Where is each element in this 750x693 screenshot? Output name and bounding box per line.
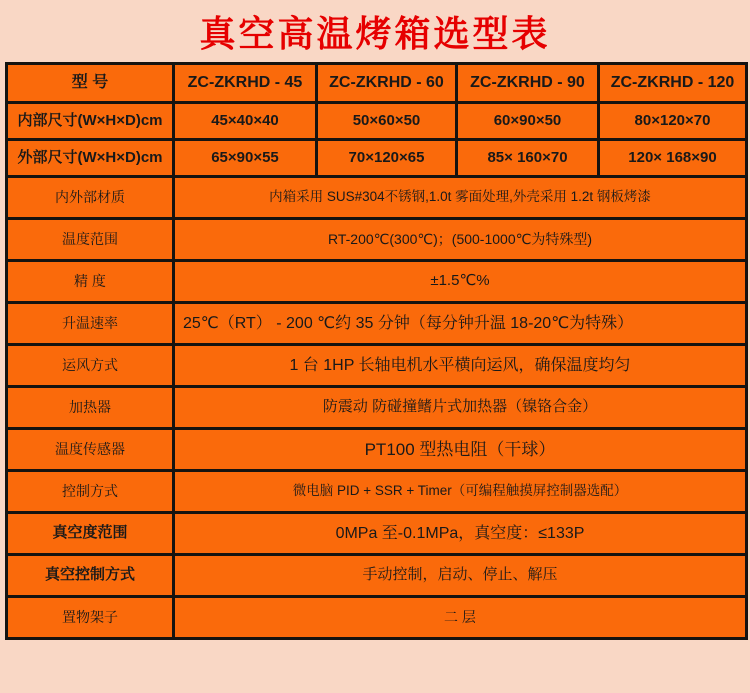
title-bar — [0, 0, 750, 62]
inner-size-value: 60×90×50 — [457, 103, 599, 140]
spec-row-material — [7, 177, 747, 219]
spec-table — [5, 62, 748, 640]
outer-size-value: 120× 168×90 — [599, 140, 747, 177]
row-label-material: 内外部材质 — [7, 177, 174, 219]
spec-row-vacuum-control — [7, 555, 747, 597]
spec-value-vacuum-control: 手动控制，启动、停止、解压 — [174, 555, 747, 597]
spec-row-temp-range — [7, 219, 747, 261]
row-label-vacuum-range: 真空度范围 — [7, 513, 174, 555]
spec-row-temp-sensor — [7, 429, 747, 471]
row-label-heater: 加热器 — [7, 387, 174, 429]
model-name: ZC-ZKRHD - 90 — [457, 64, 599, 103]
model-name: ZC-ZKRHD - 45 — [174, 64, 317, 103]
spec-value-material: 内箱采用 SUS#304不锈钢,1.0t 雾面处理,外壳采用 1.2t 钢板烤漆 — [174, 177, 747, 219]
row-label-temp-range: 温度范围 — [7, 219, 174, 261]
spec-value-vacuum-range: 0MPa 至-0.1MPa，真空度：≤133P — [174, 513, 747, 555]
row-label-inner-size: 内部尺寸(W×H×D)cm — [7, 103, 174, 140]
spec-value-temp-range: RT-200℃(300℃)；(500-1000℃为特殊型) — [174, 219, 747, 261]
spec-row-control-method — [7, 471, 747, 513]
spec-value-shelves: 二 层 — [174, 597, 747, 639]
row-label-control-method: 控制方式 — [7, 471, 174, 513]
model-name: ZC-ZKRHD - 60 — [317, 64, 457, 103]
row-label-shelves: 置物架子 — [7, 597, 174, 639]
row-label-air-circulation: 运风方式 — [7, 345, 174, 387]
outer-size-value: 65×90×55 — [174, 140, 317, 177]
row-label-outer-size: 外部尺寸(W×H×D)cm — [7, 140, 174, 177]
spec-value-air-circulation: 1 台 1HP 长轴电机水平横向运风，确保温度均匀 — [174, 345, 747, 387]
row-label-vacuum-control: 真空控制方式 — [7, 555, 174, 597]
outer-size-value: 70×120×65 — [317, 140, 457, 177]
spec-row-vacuum-range — [7, 513, 747, 555]
spec-value-heating-rate: 25℃（RT） - 200 ℃约 35 分钟（每分钟升温 18-20℃为特殊） — [174, 303, 747, 345]
row-label-accuracy: 精 度 — [7, 261, 174, 303]
spec-row-shelves — [7, 597, 747, 639]
spec-row-accuracy — [7, 261, 747, 303]
spec-value-heater: 防震动 防碰撞鳍片式加热器（镍铬合金） — [174, 387, 747, 429]
inner-size-value: 45×40×40 — [174, 103, 317, 140]
spec-value-control-method: 微电脑 PID + SSR + Timer（可编程触摸屏控制器选配） — [174, 471, 747, 513]
outer-size-value: 85× 160×70 — [457, 140, 599, 177]
row-label-model: 型 号 — [7, 64, 174, 103]
spec-row-air-circulation — [7, 345, 747, 387]
spec-row-heating-rate — [7, 303, 747, 345]
outer-size-row — [7, 140, 747, 177]
inner-size-value: 80×120×70 — [599, 103, 747, 140]
page-title: 真空高温烤箱选型表 — [199, 12, 551, 54]
spec-value-accuracy: ±1.5℃% — [174, 261, 747, 303]
inner-size-row — [7, 103, 747, 140]
spec-value-temp-sensor: PT100 型热电阻（干球） — [174, 429, 747, 471]
model-row — [7, 64, 747, 103]
row-label-temp-sensor: 温度传感器 — [7, 429, 174, 471]
row-label-heating-rate: 升温速率 — [7, 303, 174, 345]
model-name: ZC-ZKRHD - 120 — [599, 64, 747, 103]
spec-row-heater — [7, 387, 747, 429]
inner-size-value: 50×60×50 — [317, 103, 457, 140]
